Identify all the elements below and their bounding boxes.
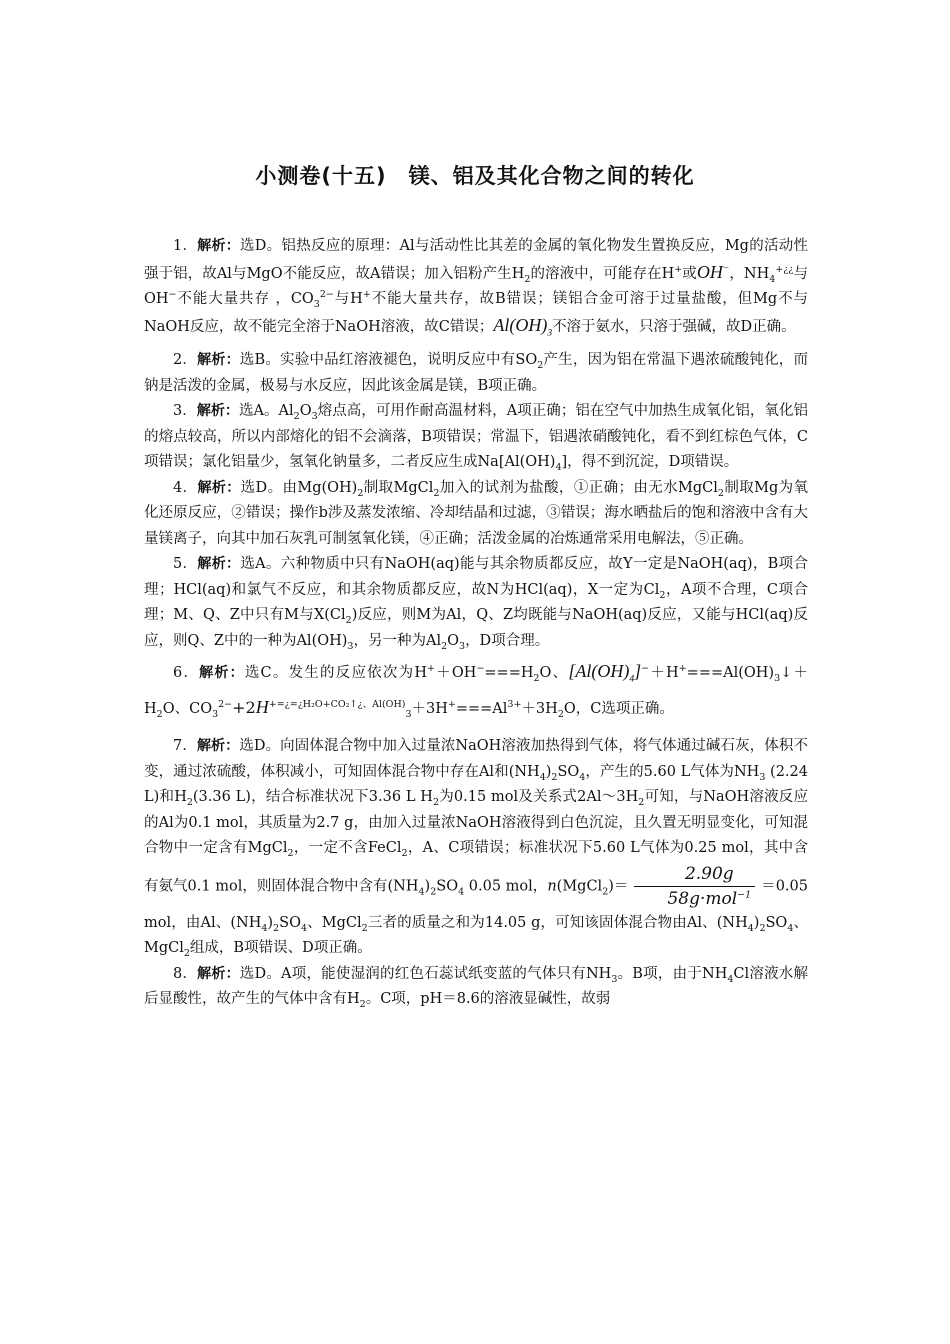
formula-aloh3: $Al(OH)_3$ — [493, 314, 553, 339]
answer-7: 7．解析：选D。向固体混合物中加入过量浓NaOH溶液加热得到气体，将气体通过碱石灰，体积不变，通过浓硫酸，体积减小，可知固体混合物中存在Al和$(NH_4)_2SO_4$，产生的5.60 L气体为$NH_3$ (2.24 L)和$H_2(3.36$ L)，结合标准状况下3.36 L $H_2$为0.15 mol及关系式$2Al\sim 3H_2$可知，与NaOH溶液反应的Al为0.1 mol，其质量为2.7 g，由加入过量浓NaOH溶液得到白色沉淀，且久置无明显变化，可知混合物中一定含有MgCl$_2$，一定不含FeCl$_2$，A、C项错误；标准状况下5.60 L气体为0.25 mol，其中含有氨气0.1 mol，则固体混合物中含有$(NH_4)_2SO_4$ 0.05 mol，n(MgCl$_2$)＝ $\frac{2.90g}{58g\cdot mol^{-1}}$ ＝0.05 mol，由Al、$(NH_4)_2SO_4$、MgCl$_2$三者的质量之和为14.05 g，可知该固体混合物由Al、$(NH_4)_2SO_4$、MgCl$_2$组成，B项错误、D项正确。 — [144, 738, 808, 959]
answer-1: 1．解析：选D。铝热反应的原理：Al与活动性比其差的金属的氧化物发生置换反应，Mg的活动性强于铝，故Al与MgO不能反应，故A错误；加入铝粉产生$H_2$的溶液中，可能存在H+或OH−，$NH_4^{+¿¿}$与OH−不能大量共存 ，$CO_3^{2-}$与H+不能大量共存，故B错误；镁铝合金可溶于过量盐酸，但Mg不与NaOH反应，故不能完全溶于NaOH溶液，故C错误；$Al(OH)_3$不溶于氨水，只溶于强碱，故D正确。 — [144, 238, 809, 339]
formula-nh4: $NH_4^{+¿¿}$ — [743, 263, 794, 285]
answer-4: 4．解析：选D。由$Mg(OH)_2$制取MgCl$_2$加入的试剂为盐酸，①正确；由无水MgCl$_2$制取Mg为氧化还原反应，②错误；操作b涉及蒸发浓缩、冷却结晶和过滤，③错误；海水晒盐后的饱和溶液中含有大量镁离子，向其中加石灰乳可制氢氧化镁，④正确；活泼金属的冶炼通常采用电解法，⑤正确。 — [144, 479, 808, 547]
answer-body — [144, 234, 808, 1013]
answer-8: 8．解析：选D。A项，能使湿润的红色石蕊试纸变蓝的气体只有$NH_3$。B项，由于$NH_4Cl$溶液水解后显酸性，故产生的气体中含有$H_2$。C项，pH＝8.6的溶液显碱性，故弱 — [144, 965, 808, 1010]
formula-oh: OH− — [696, 261, 730, 282]
answer-label: 解析： — [197, 238, 241, 254]
answer-3: 3．解析：选A。$Al_2O_3$熔点高，可用作耐高温材料，A项正确；铝在空气中加热生成氧化铝，氧化铝的熔点较高，所以内部熔化的铝不会滴落，B项错误；常温下，铝遇浓硝酸钝化，看不到红棕色气体，C项错误；氯化铝量少，氢氧化钠量多，二者反应生成$Na[Al(OH)_4]$，得不到沉淀，D项错误。 — [144, 403, 808, 473]
answer-5: 5．解析：选A。六种物质中只有NaOH(aq)能与其余物质都反应，故Y一定是NaOH(aq)，B项合理；HCl(aq)和氯气不反应，和其余物质都反应，故N为HCl(aq)，X一定为$Cl_2$，A项不合理，C项合理；M、Q、Z中只有M与$X(Cl_2)$反应，则M为Al，Q、Z均既能与NaOH(aq)反应，又能与HCl(aq)反应，则Q、Z中的一种为$Al(OH)_3$，另一种为$Al_2O_3$，D项合理。 — [144, 556, 808, 652]
formula-co3: $CO_3^{2-}$ — [290, 289, 334, 310]
page-title: 小测卷(十五) 镁、铝及其化合物之间的转化 — [255, 164, 695, 188]
answer-2: 2．解析：选B。实验中品红溶液褪色，说明反应中有$SO_2$产生，因为铝在常温下遇浓硫酸钝化，而钠是活泼的金属，极易与水反应，因此该金属是镁，B项正确。 — [144, 352, 809, 394]
formula-aloh4: $[Al(OH)_4]$ — [568, 661, 642, 685]
answer-6: 6．解析：选C。发生的反应依次为$H^++OH^-===H_2O$、$[Al(OH)_4]^-+H^+===Al(OH)_3↓+H_2O$、$CO_3^{2-}+2H^{+=¿=¿H_2O+CO_2↑¿、Al(OH)}_3+3H^+===Al^{3+}+3H_2O$，C选项正确。 — [144, 661, 808, 720]
fraction-mgcl2: $\frac{2.90g}{58g\cdot mol^{-1}}$ — [634, 862, 755, 911]
